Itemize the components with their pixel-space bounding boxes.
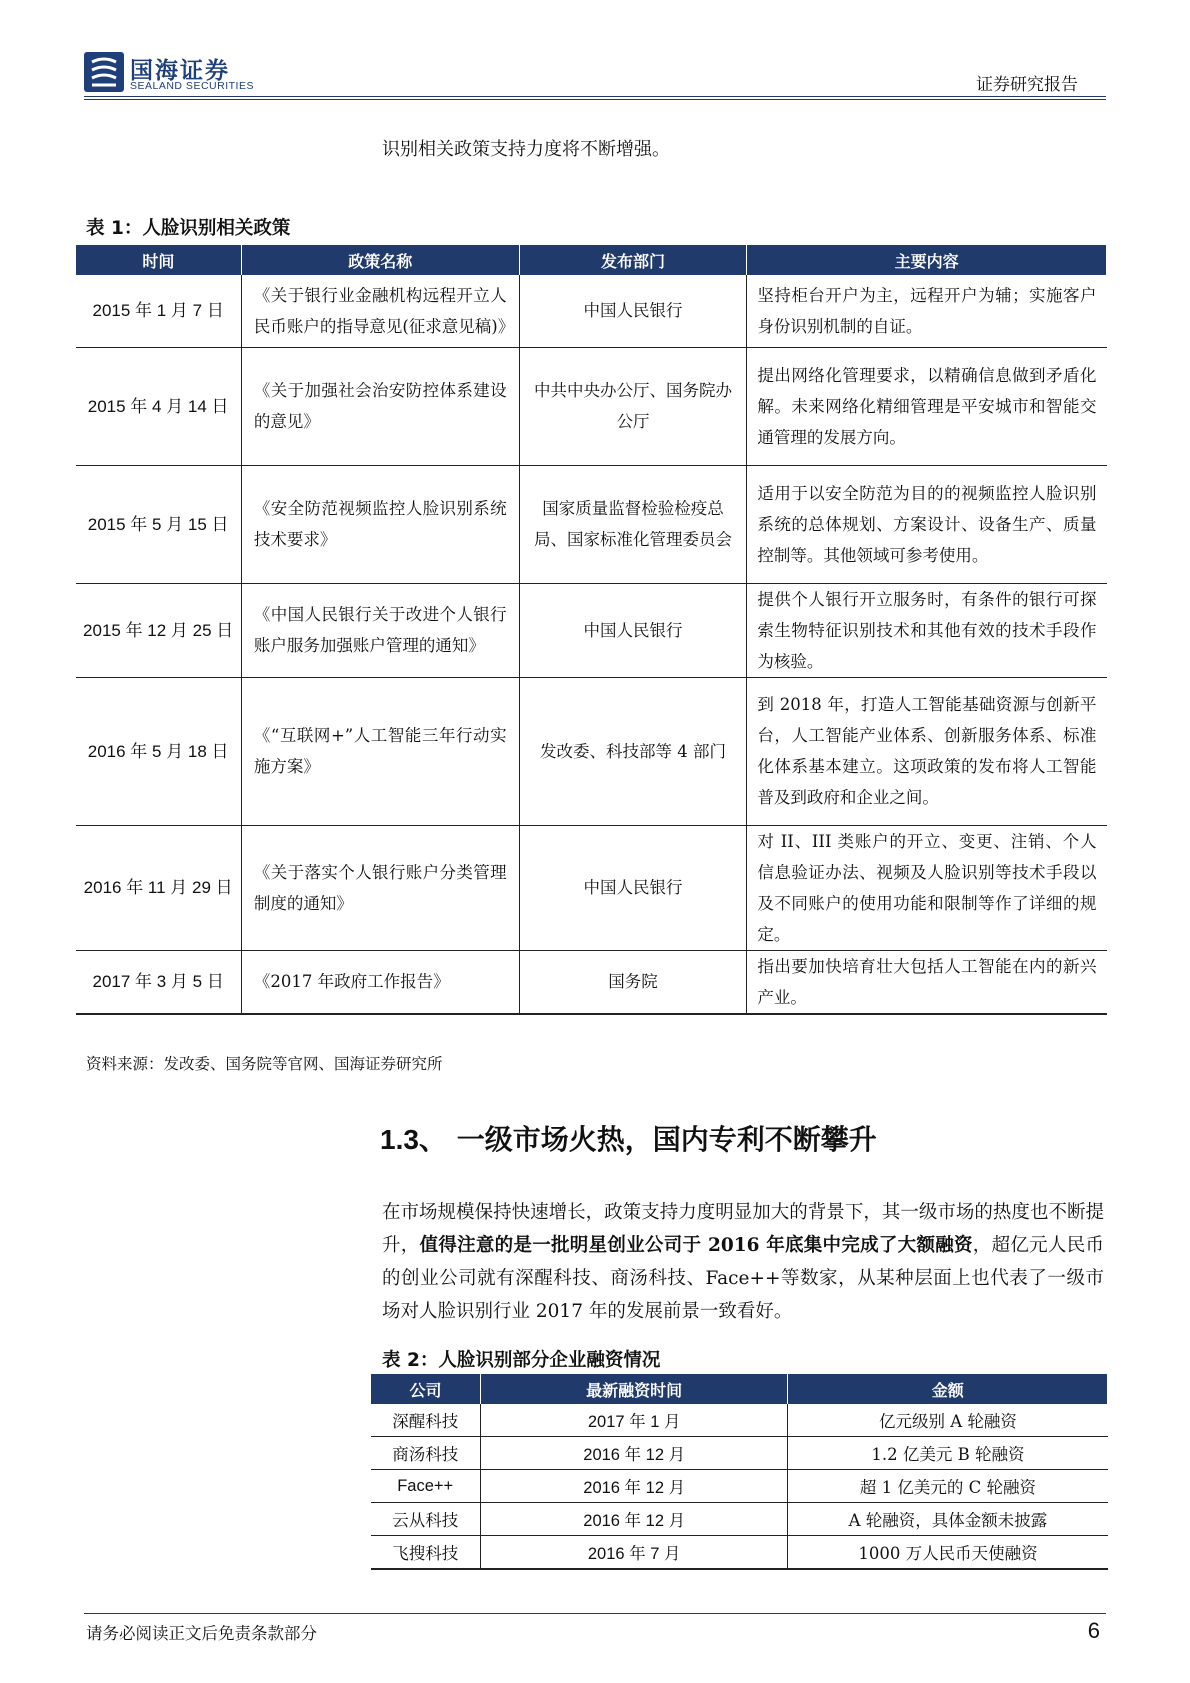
cell-date: 2015 年 12 月 25 日 [76, 583, 242, 677]
col-header-policy-name: 政策名称 [241, 245, 519, 275]
logo-cn-text: 国海证券 [130, 58, 230, 84]
cell-company: 云从科技 [371, 1503, 481, 1536]
cell-date: 2015 年 1 月 7 日 [76, 275, 242, 347]
cell-amount: 亿元级别 A 轮融资 [788, 1404, 1108, 1437]
cell-amount: 1000 万人民币天使融资 [788, 1536, 1108, 1570]
cell-date: 2016 年 11 月 29 日 [76, 825, 242, 950]
cell-content: 提出网络化管理要求，以精确信息做到矛盾化解。未来网络化精细管理是平安城市和智能交通管理的发展方向。 [747, 347, 1107, 465]
table-row [76, 583, 1107, 677]
section-number: 1.3、 [380, 1124, 447, 1155]
footer-disclaimer: 请务必阅读正文后免责条款部分 [86, 1624, 317, 1643]
cell-department: 国家质量监督检验检疫总局、国家标准化管理委员会 [519, 465, 747, 583]
table-row [76, 275, 1107, 347]
table-row [371, 1437, 1108, 1470]
table1-source: 资料来源：发改委、国务院等官网、国海证券研究所 [86, 1055, 443, 1073]
cell-department: 中共中央办公厅、国务院办公厅 [519, 347, 747, 465]
cell-content: 适用于以安全防范为目的的视频监控人脸识别系统的总体规划、方案设计、设备生产、质量控制等。其他领域可参考使用。 [747, 465, 1107, 583]
cell-time: 2016 年 12 月 [480, 1470, 788, 1503]
policy-table [75, 245, 1107, 1015]
col-header-content: 主要内容 [747, 245, 1107, 275]
cell-company: Face++ [371, 1470, 481, 1503]
cell-content: 坚持柜台开户为主，远程开户为辅；实施客户身份识别机制的自证。 [747, 275, 1107, 347]
cell-department: 国务院 [519, 950, 747, 1014]
cell-content: 到 2018 年，打造人工智能基础资源与创新平台，人工智能产业体系、创新服务体系、标准化体系基本建立。这项政策的发布将人工智能普及到政府和企业之间。 [747, 677, 1107, 825]
col-header-department: 发布部门 [519, 245, 747, 275]
cell-department: 中国人民银行 [519, 583, 747, 677]
section-heading [380, 1118, 877, 1158]
header-divider-secondary [84, 99, 1106, 100]
cell-company: 商汤科技 [371, 1437, 481, 1470]
cell-date: 2015 年 5 月 15 日 [76, 465, 242, 583]
cell-amount: 超 1 亿美元的 C 轮融资 [788, 1470, 1108, 1503]
col-header-company: 公司 [371, 1374, 481, 1404]
table-header-row [371, 1374, 1108, 1404]
cell-content: 对 II、III 类账户的开立、变更、注销、个人信息验证办法、视频及人脸识别等技术手段以及不同账户的使用功能和限制等作了详细的规定。 [747, 825, 1107, 950]
body-paragraph [382, 1196, 1104, 1328]
cell-company: 深醒科技 [371, 1404, 481, 1437]
cell-policy-name: 《关于银行业金融机构远程开立人民币账户的指导意见(征求意见稿)》 [241, 275, 519, 347]
cell-policy-name: 《关于落实个人银行账户分类管理制度的通知》 [241, 825, 519, 950]
footer-divider [84, 1613, 1106, 1614]
table-row [371, 1536, 1108, 1570]
intro-line: 识别相关政策支持力度将不断增强。 [382, 139, 670, 160]
financing-table [370, 1374, 1108, 1570]
cell-time: 2016 年 7 月 [480, 1536, 788, 1570]
table-header-row [76, 245, 1107, 275]
table-row [76, 465, 1107, 583]
col-header-latest-time: 最新融资时间 [480, 1374, 788, 1404]
cell-policy-name: 《“互联网+”人工智能三年行动实施方案》 [241, 677, 519, 825]
col-header-time: 时间 [76, 245, 242, 275]
cell-department: 发改委、科技部等 4 部门 [519, 677, 747, 825]
paragraph-part2: ，超亿元人民币的创业公司就有深醒科技、商汤科技、Face++等数家，从某种层面上也代表了一级市场对人脸识别行业 2017 年的发展前景一致看好。 [382, 1235, 1104, 1322]
sealand-logo-icon [84, 52, 124, 92]
table-row [371, 1503, 1108, 1536]
cell-policy-name: 《安全防范视频监控人脸识别系统技术要求》 [241, 465, 519, 583]
cell-company: 飞搜科技 [371, 1536, 481, 1570]
table2-caption: 表 2：人脸识别部分企业融资情况 [382, 1350, 661, 1371]
header-divider [84, 96, 1106, 97]
section-title: 一级市场火热，国内专利不断攀升 [456, 1123, 877, 1156]
col-header-amount: 金额 [788, 1374, 1108, 1404]
cell-department: 中国人民银行 [519, 825, 747, 950]
cell-time: 2016 年 12 月 [480, 1437, 788, 1470]
table-row [76, 677, 1107, 825]
cell-department: 中国人民银行 [519, 275, 747, 347]
table-row [76, 347, 1107, 465]
cell-policy-name: 《2017 年政府工作报告》 [241, 950, 519, 1014]
cell-policy-name: 《中国人民银行关于改进个人银行账户服务加强账户管理的通知》 [241, 583, 519, 677]
cell-date: 2015 年 4 月 14 日 [76, 347, 242, 465]
cell-amount: 1.2 亿美元 B 轮融资 [788, 1437, 1108, 1470]
page-number: 6 [1087, 1618, 1100, 1643]
report-type-label: 证券研究报告 [976, 75, 1078, 95]
cell-content: 指出要加快培育壮大包括人工智能在内的新兴产业。 [747, 950, 1107, 1014]
table-row [76, 825, 1107, 950]
cell-time: 2016 年 12 月 [480, 1503, 788, 1536]
logo-en-text: SEALAND SECURITIES [130, 80, 254, 92]
table-row [371, 1404, 1108, 1437]
paragraph-part1: 在市场规模保持快速增长，政策支持力度明显加大的背景下，其一级市场的热度也不断提升， [382, 1202, 1104, 1256]
cell-policy-name: 《关于加强社会治安防控体系建设的意见》 [241, 347, 519, 465]
table-row [76, 950, 1107, 1014]
paragraph-bold: 值得注意的是一批明星创业公司于 2016 年底集中完成了大额融资 [419, 1235, 973, 1256]
cell-date: 2016 年 5 月 18 日 [76, 677, 242, 825]
cell-date: 2017 年 3 月 5 日 [76, 950, 242, 1014]
cell-content: 提供个人银行开立服务时，有条件的银行可探索生物特征识别技术和其他有效的技术手段作为核验。 [747, 583, 1107, 677]
cell-amount: A 轮融资，具体金额未披露 [788, 1503, 1108, 1536]
table-row [371, 1470, 1108, 1503]
cell-time: 2017 年 1 月 [480, 1404, 788, 1437]
table1-caption: 表 1：人脸识别相关政策 [86, 218, 291, 239]
